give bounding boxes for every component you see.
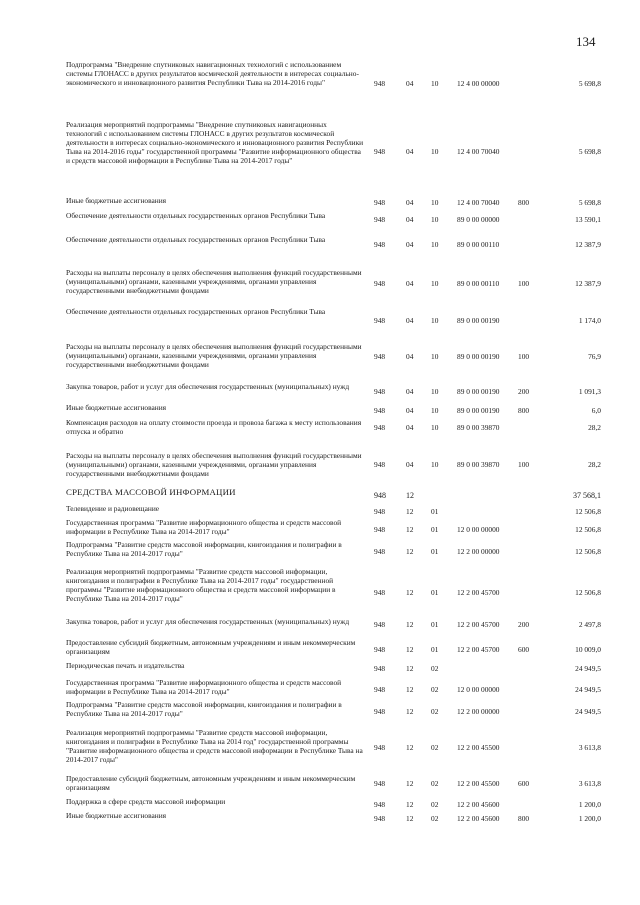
amount: 12 387,9 bbox=[575, 240, 601, 249]
row-name: Обеспечение деятельности отдельных государственных органов Республики Тыва bbox=[66, 307, 326, 316]
target-article-code: 12 4 00 70040 bbox=[457, 147, 500, 156]
row-name: Подпрограмма "Внедрение спутниковых навигационных технологий с использованием системы ГЛОНАСС в других результатов космической деятельности в интересах социально-экономического и инновационного развития Республики Тыва на 2014-2016 годы" bbox=[66, 60, 359, 87]
amount: 3 613,8 bbox=[578, 779, 601, 788]
subsection-code: 10 bbox=[431, 406, 439, 415]
amount: 5 698,8 bbox=[578, 147, 601, 156]
amount: 6,0 bbox=[591, 406, 601, 415]
target-article-code: 89 0 00 00190 bbox=[457, 406, 500, 415]
section-code: 12 bbox=[406, 664, 414, 673]
subsection-code: 02 bbox=[431, 800, 439, 809]
section-code: 12 bbox=[406, 707, 414, 716]
amount: 28,2 bbox=[588, 460, 601, 469]
section-code: 12 bbox=[406, 620, 414, 629]
section-code: 12 bbox=[406, 814, 414, 823]
subsection-code: 10 bbox=[431, 198, 439, 207]
row-name: Поддержка в сфере средств массовой информации bbox=[66, 797, 226, 806]
subsection-code: 02 bbox=[431, 685, 439, 694]
section-code: 12 bbox=[406, 525, 414, 534]
target-article-code: 12 2 00 00000 bbox=[457, 707, 500, 716]
admin-code: 948 bbox=[374, 707, 386, 716]
row-name: Реализация мероприятий подпрограммы "Развитие средств массовой информации, книгоиздания и полиграфии в Республике Тыва на 2014 год" государственной программы "Развитие информационного общества и средств массовой информации в Республике Тыва на 2014-2017 годы" bbox=[66, 728, 363, 764]
admin-code: 948 bbox=[374, 406, 386, 415]
amount: 24 949,5 bbox=[575, 664, 601, 673]
section-code: 12 bbox=[406, 507, 414, 516]
expense-type-code: 200 bbox=[518, 387, 530, 396]
expense-type-code: 600 bbox=[518, 645, 530, 654]
admin-code: 948 bbox=[374, 279, 386, 288]
section-code: 04 bbox=[406, 79, 414, 88]
section-code: 04 bbox=[406, 387, 414, 396]
subsection-code: 02 bbox=[431, 779, 439, 788]
section-code: 12 bbox=[406, 491, 414, 500]
target-article-code: 89 0 00 00190 bbox=[457, 316, 500, 325]
row-name: Обеспечение деятельности отдельных государственных органов Республики Тыва bbox=[66, 211, 326, 220]
admin-code: 948 bbox=[374, 779, 386, 788]
admin-code: 948 bbox=[374, 664, 386, 673]
row-name: Государственная программа "Развитие информационного общества и средств массовой информации в Республике Тыва на 2014-2017 годы" bbox=[66, 678, 342, 696]
target-article-code: 12 2 00 45500 bbox=[457, 743, 500, 752]
target-article-code: 12 2 00 45600 bbox=[457, 814, 500, 823]
admin-code: 948 bbox=[374, 198, 386, 207]
row-name: Предоставление субсидий бюджетным, автономным учреждениям и иным некоммерческим организациям bbox=[66, 774, 356, 792]
row-name: Закупка товаров, работ и услуг для обеспечения государственных (муниципальных) нужд bbox=[66, 382, 350, 391]
row-name: Расходы на выплаты персоналу в целях обеспечения выполнения функций государственными (муниципальными) органами, казенными учреждениями, органами управления государственными внебюджетными фондами bbox=[66, 268, 362, 295]
subsection-code: 10 bbox=[431, 352, 439, 361]
row-name: Реализация мероприятий подпрограммы "Внедрение спутниковых навигационных технологий с использованием системы ГЛОНАСС в других результатов космической деятельности в интересах социально-экономического и инновационного развития Республики Тыва на 2014-2016 годы" государственной программы "Развитие информационного общества и средств массовой информации в Республике Тыва на 2014-2017 годы" bbox=[66, 120, 364, 165]
row-name: Обеспечение деятельности отдельных государственных органов Республики Тыва bbox=[66, 235, 326, 244]
amount: 1 091,3 bbox=[578, 387, 601, 396]
expense-type-code: 800 bbox=[518, 406, 530, 415]
subsection-code: 10 bbox=[431, 423, 439, 432]
row-name: Подпрограмма "Развитие средств массовой информации, книгоиздания и полиграфии в Республике Тыва на 2014-2017 годы" bbox=[66, 700, 342, 718]
subsection-code: 01 bbox=[431, 547, 439, 556]
subsection-code: 10 bbox=[431, 460, 439, 469]
amount: 3 613,8 bbox=[578, 743, 601, 752]
subsection-code: 02 bbox=[431, 664, 439, 673]
section-code: 04 bbox=[406, 460, 414, 469]
admin-code: 948 bbox=[374, 240, 386, 249]
target-article-code: 89 0 00 00000 bbox=[457, 215, 500, 224]
subsection-code: 01 bbox=[431, 507, 439, 516]
admin-code: 948 bbox=[374, 215, 386, 224]
expense-type-code: 100 bbox=[518, 460, 530, 469]
row-name: Компенсация расходов на оплату стоимости проезда и провоза багажа к месту использования отпуска и обратно bbox=[66, 418, 362, 436]
section-code: 12 bbox=[406, 779, 414, 788]
subsection-code: 10 bbox=[431, 215, 439, 224]
section-code: 04 bbox=[406, 316, 414, 325]
row-name: Расходы на выплаты персоналу в целях обеспечения выполнения функций государственными (муниципальными) органами, казенными учреждениями, органами управления государственными внебюджетными фондами bbox=[66, 342, 362, 369]
amount: 12 506,8 bbox=[575, 547, 601, 556]
admin-code: 948 bbox=[374, 588, 386, 597]
row-name: Иные бюджетные ассигнования bbox=[66, 403, 167, 412]
expense-type-code: 100 bbox=[518, 279, 530, 288]
target-article-code: 89 0 00 39870 bbox=[457, 460, 500, 469]
row-name: Государственная программа "Развитие информационного общества и средств массовой информации в Республике Тыва на 2014-2017 годы" bbox=[66, 518, 342, 536]
admin-code: 948 bbox=[374, 352, 386, 361]
amount: 24 949,5 bbox=[575, 707, 601, 716]
subsection-code: 10 bbox=[431, 316, 439, 325]
amount: 10 009,0 bbox=[575, 645, 601, 654]
page-number: 134 bbox=[576, 34, 596, 49]
section-code: 04 bbox=[406, 423, 414, 432]
section-code: 12 bbox=[406, 588, 414, 597]
admin-code: 948 bbox=[374, 814, 386, 823]
row-name: Периодическая печать и издательства bbox=[66, 661, 185, 670]
row-name: Закупка товаров, работ и услуг для обеспечения государственных (муниципальных) нужд bbox=[66, 617, 350, 626]
amount: 2 497,8 bbox=[578, 620, 601, 629]
amount: 12 387,9 bbox=[575, 279, 601, 288]
row-name: Реализация мероприятий подпрограммы "Развитие средств массовой информации, книгоиздания и полиграфии в Республике Тыва на 2014-2017 годы" государственной программы "Развитие информационного общества и средств массовой информации в Республике Тыва на 2014-2017 годы" bbox=[66, 567, 336, 603]
section-code: 04 bbox=[406, 198, 414, 207]
target-article-code: 89 0 00 00190 bbox=[457, 352, 500, 361]
target-article-code: 12 2 00 45700 bbox=[457, 588, 500, 597]
target-article-code: 12 2 00 45700 bbox=[457, 620, 500, 629]
row-name: Подпрограмма "Развитие средств массовой информации, книгоиздания и полиграфии в Республике Тыва на 2014-2017 годы" bbox=[66, 540, 342, 558]
amount: 76,9 bbox=[588, 352, 601, 361]
subsection-code: 01 bbox=[431, 620, 439, 629]
amount: 1 200,0 bbox=[578, 800, 601, 809]
subsection-code: 02 bbox=[431, 814, 439, 823]
row-name: Предоставление субсидий бюджетным, автономным учреждениям и иным некоммерческим организациям bbox=[66, 638, 356, 656]
target-article-code: 12 4 00 70040 bbox=[457, 198, 500, 207]
section-code: 04 bbox=[406, 352, 414, 361]
subsection-code: 01 bbox=[431, 645, 439, 654]
expense-type-code: 800 bbox=[518, 198, 530, 207]
subsection-code: 02 bbox=[431, 707, 439, 716]
section-code: 12 bbox=[406, 743, 414, 752]
expense-type-code: 800 bbox=[518, 814, 530, 823]
amount: 5 698,8 bbox=[578, 198, 601, 207]
amount: 28,2 bbox=[588, 423, 601, 432]
target-article-code: 12 0 00 00000 bbox=[457, 525, 500, 534]
section-code: 04 bbox=[406, 279, 414, 288]
admin-code: 948 bbox=[374, 525, 386, 534]
target-article-code: 12 0 00 00000 bbox=[457, 685, 500, 694]
subsection-code: 10 bbox=[431, 147, 439, 156]
amount: 12 506,8 bbox=[575, 588, 601, 597]
subsection-code: 10 bbox=[431, 240, 439, 249]
amount: 13 590,1 bbox=[575, 215, 601, 224]
section-code: 12 bbox=[406, 547, 414, 556]
admin-code: 948 bbox=[374, 743, 386, 752]
subsection-code: 02 bbox=[431, 743, 439, 752]
section-code: 12 bbox=[406, 645, 414, 654]
admin-code: 948 bbox=[374, 79, 386, 88]
admin-code: 948 bbox=[374, 685, 386, 694]
target-article-code: 12 2 00 45700 bbox=[457, 645, 500, 654]
target-article-code: 12 4 00 00000 bbox=[457, 79, 500, 88]
target-article-code: 12 2 00 45500 bbox=[457, 779, 500, 788]
target-article-code: 89 0 00 39870 bbox=[457, 423, 500, 432]
admin-code: 948 bbox=[374, 800, 386, 809]
section-code: 04 bbox=[406, 240, 414, 249]
amount: 12 506,8 bbox=[575, 525, 601, 534]
admin-code: 948 bbox=[374, 147, 386, 156]
subsection-code: 01 bbox=[431, 525, 439, 534]
admin-code: 948 bbox=[374, 316, 386, 325]
amount: 12 506,8 bbox=[575, 507, 601, 516]
admin-code: 948 bbox=[374, 547, 386, 556]
section-code: 12 bbox=[406, 800, 414, 809]
admin-code: 948 bbox=[374, 460, 386, 469]
admin-code: 948 bbox=[374, 645, 386, 654]
amount: 37 568,1 bbox=[573, 491, 601, 500]
subsection-code: 10 bbox=[431, 79, 439, 88]
subsection-code: 10 bbox=[431, 387, 439, 396]
admin-code: 948 bbox=[374, 620, 386, 629]
target-article-code: 89 0 00 00190 bbox=[457, 387, 500, 396]
admin-code: 948 bbox=[374, 507, 386, 516]
target-article-code: 89 0 00 00110 bbox=[457, 279, 500, 288]
subsection-code: 01 bbox=[431, 588, 439, 597]
expense-type-code: 600 bbox=[518, 779, 530, 788]
section-code: 04 bbox=[406, 215, 414, 224]
section-code: 12 bbox=[406, 685, 414, 694]
row-name: Расходы на выплаты персоналу в целях обеспечения выполнения функций государственными (муниципальными) органами, казенными учреждениями, органами управления государственными внебюджетными фондами bbox=[66, 451, 362, 478]
subsection-code: 10 bbox=[431, 279, 439, 288]
admin-code: 948 bbox=[374, 423, 386, 432]
amount: 5 698,8 bbox=[578, 79, 601, 88]
row-name: Телевидение и радиовещание bbox=[66, 504, 160, 513]
row-name: СРЕДСТВА МАССОВОЙ ИНФОРМАЦИИ bbox=[66, 487, 236, 497]
amount: 1 200,0 bbox=[578, 814, 601, 823]
row-name: Иные бюджетные ассигнования bbox=[66, 196, 167, 205]
target-article-code: 12 2 00 45600 bbox=[457, 800, 500, 809]
target-article-code: 12 2 00 00000 bbox=[457, 547, 500, 556]
admin-code: 948 bbox=[374, 491, 386, 500]
section-code: 04 bbox=[406, 406, 414, 415]
section-code: 04 bbox=[406, 147, 414, 156]
amount: 1 174,0 bbox=[578, 316, 601, 325]
expense-type-code: 200 bbox=[518, 620, 530, 629]
target-article-code: 89 0 00 00110 bbox=[457, 240, 500, 249]
admin-code: 948 bbox=[374, 387, 386, 396]
row-name: Иные бюджетные ассигнования bbox=[66, 811, 167, 820]
amount: 24 949,5 bbox=[575, 685, 601, 694]
expense-type-code: 100 bbox=[518, 352, 530, 361]
